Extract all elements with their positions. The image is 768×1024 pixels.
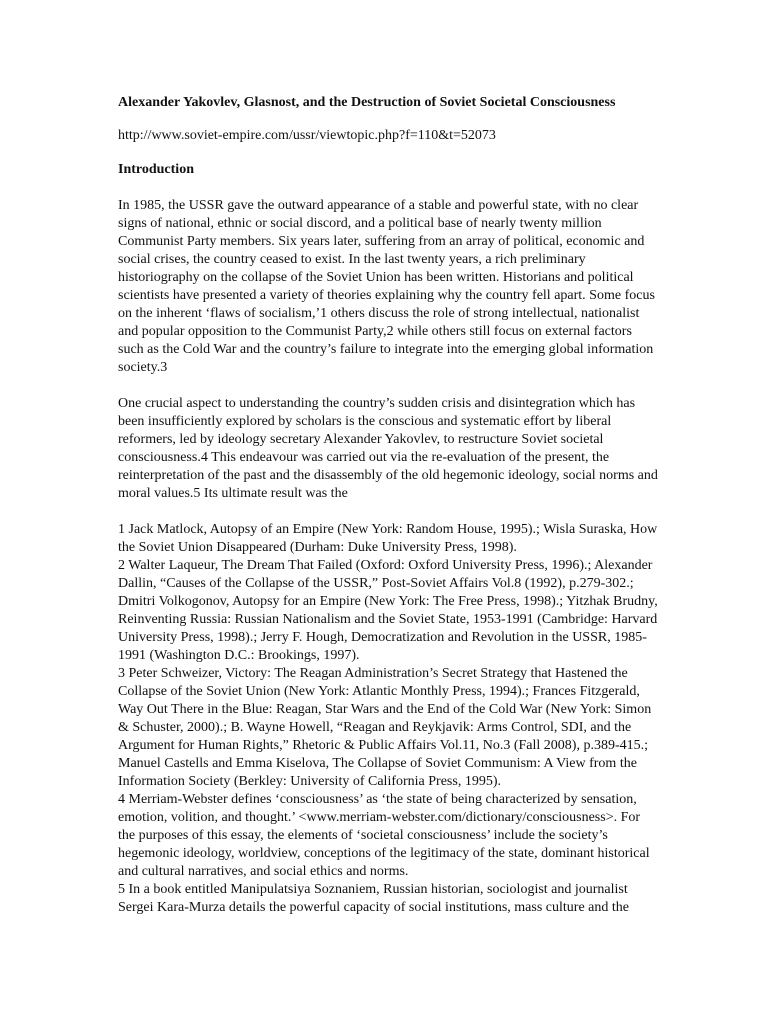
section-heading: Introduction <box>118 162 194 177</box>
paragraph: One crucial aspect to understanding the country’s sudden crisis and disintegration which has been insufficiently explored by scholars is the conscious and systematic effort by liberal reformers, led by ideology secretary Alexander Yakovlev, to restructure Soviet societal consciousness.4 This endeavour was carried out via the re-evaluation of the present, the reinterpretation of the past and the disassembly of the old hegemonic ideology, social norms and moral values.5 Its ultimate result was the <box>118 396 658 501</box>
footnote: 4 Merriam-Webster defines ‘consciousness’ as ‘the state of being characterized by sensation, emotion, volition, and thought.’ <www.merriam-webster.com/dictionary/consciousness>. For the purposes of this essay, the elements of ‘societal consciousness’ include the society’s hegemonic ideology, worldview, conceptions of the legitimacy of the state, dominant historical and cultural narratives, and social ethics and norms. <box>118 792 650 879</box>
footnote: 1 Jack Matlock, Autopsy of an Empire (New York: Random House, 1995).; Wisla Suraska, How the Soviet Union Disappeared (Durham: Duke University Press, 1998). <box>118 522 658 555</box>
paragraph: In 1985, the USSR gave the outward appearance of a stable and powerful state, with no clear signs of national, ethnic or social discord, and a political base of nearly twenty million Communist Party members. Six years later, suffering from an array of political, economic and social crises, the country ceased to exist. In the last twenty years, a rich preliminary historiography on the collapse of the Soviet Union has been written. Historians and political scientists have presented a variety of theories explaining why the country fell apart. Some focus on the inherent ‘flaws of socialism,’1 others discuss the role of strong intellectual, nationalist and popular opposition to the Communist Party,2 while others still focus on external factors such as the Cold War and the country’s failure to integrate into the emerging global information society.3 <box>118 198 655 375</box>
footnote: 5 In a book entitled Manipulatsiya Soznаniem, Russian historian, sociologist and journalist Sergei Kara-Murza details the powerful capacity of social institutions, mass culture and the <box>118 882 629 915</box>
source-url: http://www.soviet-empire.com/ussr/viewtopic.php?f=110&t=52073 <box>118 128 496 143</box>
footnote: 3 Peter Schweizer, Victory: The Reagan Administration’s Secret Strategy that Hastened the Collapse of the Soviet Union (New York: Atlantic Monthly Press, 1994).; Frances Fitzgerald, Way Out There in the Blue: Reagan, Star Wars and the End of the Cold War (New York: Simon & Schuster, 2000).; B. Wayne Howell, “Reagan and Reykjavik: Arms Control, SDI, and the Argument for Human Rights,” Rhetoric & Public Affairs Vol.11, No.3 (Fall 2008), p.389-415.; Manuel Castells and Emma Kiselova, The Collapse of Soviet Communism: A View from the Information Society (Berkley: University of California Press, 1995). <box>118 666 652 789</box>
footnotes <box>118 521 658 917</box>
footnote: 2 Walter Laqueur, The Dream That Failed (Oxford: Oxford University Press, 1996).; Alexander Dallin, “Causes of the Collapse of the USSR,” Post-Soviet Affairs Vol.8 (1992), p.279-302.; Dmitri Volkogonov, Autopsy for an Empire (New York: The Free Press, 1998).; Yitzhak Brudny, Reinventing Russia: Russian Nationalism and the Soviet State, 1953-1991 (Cambridge: Harvard University Press, 1998).; Jerry F. Hough, Democratization and Revolution in the USSR, 1985-1991 (Washington D.C.: Brookings, 1997). <box>118 558 658 663</box>
document-title: Alexander Yakovlev, Glasnost, and the Destruction of Soviet Societal Consciousness <box>118 95 616 110</box>
